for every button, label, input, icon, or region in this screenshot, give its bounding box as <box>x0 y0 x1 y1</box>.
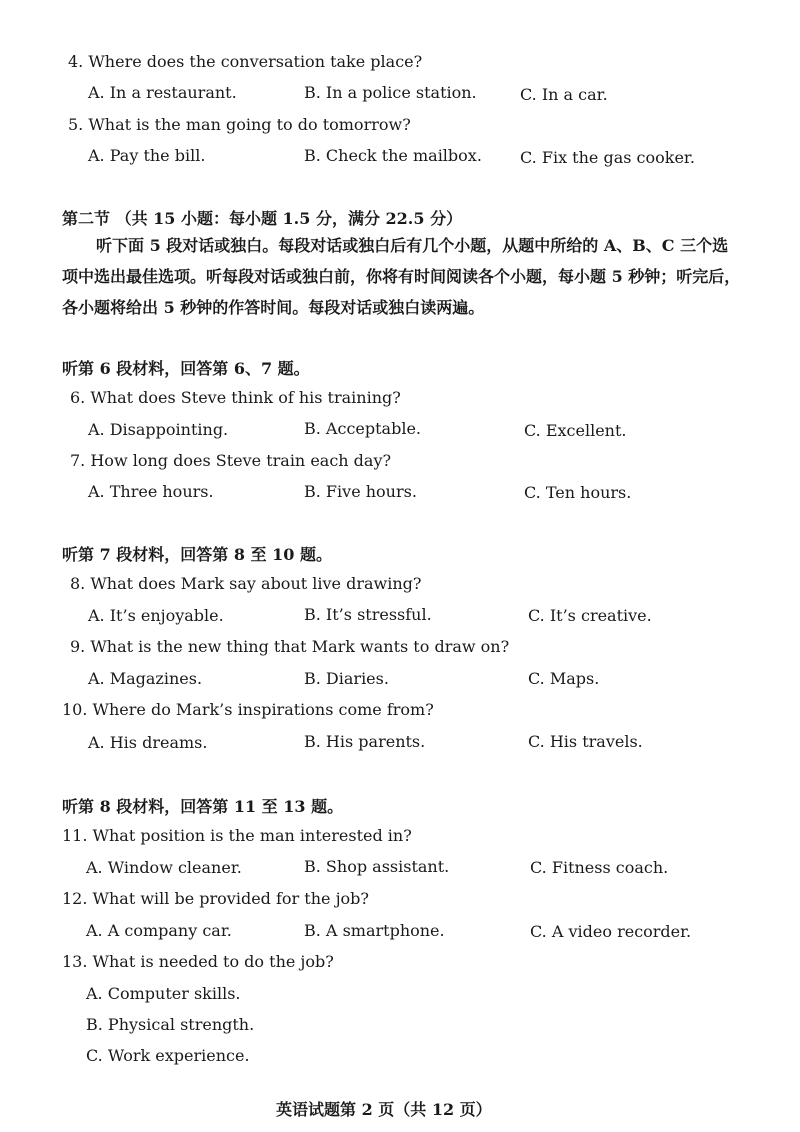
question-10-option-b: B. His parents. <box>304 732 426 751</box>
question-5-option-b: B. Check the mailbox. <box>304 146 482 165</box>
question-8-option-a: A. It’s enjoyable. <box>88 606 224 625</box>
question-4-option-c: C. In a car. <box>520 85 608 104</box>
question-12-option-a: A. A company car. <box>86 921 232 940</box>
section-2-instruction: 听下面 5 段对话或独白。每段对话或独白后有几个小题，从题中所给的 A、B、C 三个选项中选出最佳选项。听每段对话或独白前，你将有时间阅读各个小题，每小题 5 秒钟；听完后，各小题将给出 5 秒钟的作答时间。每段对话或独白读两遍。 <box>62 236 741 317</box>
question-7-option-c: C. Ten hours. <box>524 483 632 502</box>
question-12-stem: 12. What will be provided for the job? <box>62 889 369 908</box>
question-10-option-c: C. His travels. <box>528 732 643 751</box>
question-6-option-a: A. Disappointing. <box>88 420 229 439</box>
question-11-option-c: C. Fitness coach. <box>530 858 669 877</box>
question-5-stem: 5. What is the man going to do tomorrow? <box>68 115 411 134</box>
page-footer: 英语试题第 2 页（共 12 页） <box>276 1100 492 1119</box>
question-6-option-c: C. Excellent. <box>524 421 627 440</box>
question-5-option-a: A. Pay the bill. <box>88 146 206 165</box>
question-11-stem: 11. What position is the man interested in? <box>62 826 412 845</box>
question-10-stem: 10. Where do Mark’s inspirations come from? <box>62 700 434 719</box>
question-12-option-c: C. A video recorder. <box>530 922 692 941</box>
question-11-option-b: B. Shop assistant. <box>304 857 450 876</box>
question-9-stem: 9. What is the new thing that Mark wants to draw on? <box>70 637 510 656</box>
material-6-heading: 听第 6 段材料，回答第 6、7 题。 <box>62 359 310 378</box>
material-7-heading: 听第 7 段材料，回答第 8 至 10 题。 <box>62 545 332 564</box>
question-9-option-c: C. Maps. <box>528 669 600 688</box>
question-4-option-a: A. In a restaurant. <box>88 83 237 102</box>
question-4-stem: 4. Where does the conversation take place? <box>68 52 423 71</box>
question-8-option-b: B. It’s stressful. <box>304 605 432 624</box>
question-13-option-c: C. Work experience. <box>86 1046 250 1065</box>
question-13-option-b: B. Physical strength. <box>86 1015 255 1034</box>
question-11-option-a: A. Window cleaner. <box>86 858 242 877</box>
question-13-option-a: A. Computer skills. <box>86 984 241 1003</box>
question-8-stem: 8. What does Mark say about live drawing? <box>70 574 422 593</box>
question-9-option-a: A. Magazines. <box>88 669 203 688</box>
question-6-option-b: B. Acceptable. <box>304 419 421 438</box>
question-7-option-a: A. Three hours. <box>88 482 214 501</box>
question-8-option-c: C. It’s creative. <box>528 606 652 625</box>
question-10-option-a: A. His dreams. <box>88 733 208 752</box>
question-9-option-b: B. Diaries. <box>304 669 389 688</box>
question-7-stem: 7. How long does Steve train each day? <box>70 451 392 470</box>
question-13-stem: 13. What is needed to do the job? <box>62 952 334 971</box>
question-4-option-b: B. In a police station. <box>304 83 477 102</box>
material-8-heading: 听第 8 段材料，回答第 11 至 13 题。 <box>62 797 344 816</box>
question-5-option-c: C. Fix the gas cooker. <box>520 148 695 167</box>
section-2-title: 第二节 （共 15 小题：每小题 1.5 分，满分 22.5 分） <box>62 209 463 228</box>
question-12-option-b: B. A smartphone. <box>304 921 445 940</box>
question-7-option-b: B. Five hours. <box>304 482 417 501</box>
question-6-stem: 6. What does Steve think of his training? <box>70 388 401 407</box>
